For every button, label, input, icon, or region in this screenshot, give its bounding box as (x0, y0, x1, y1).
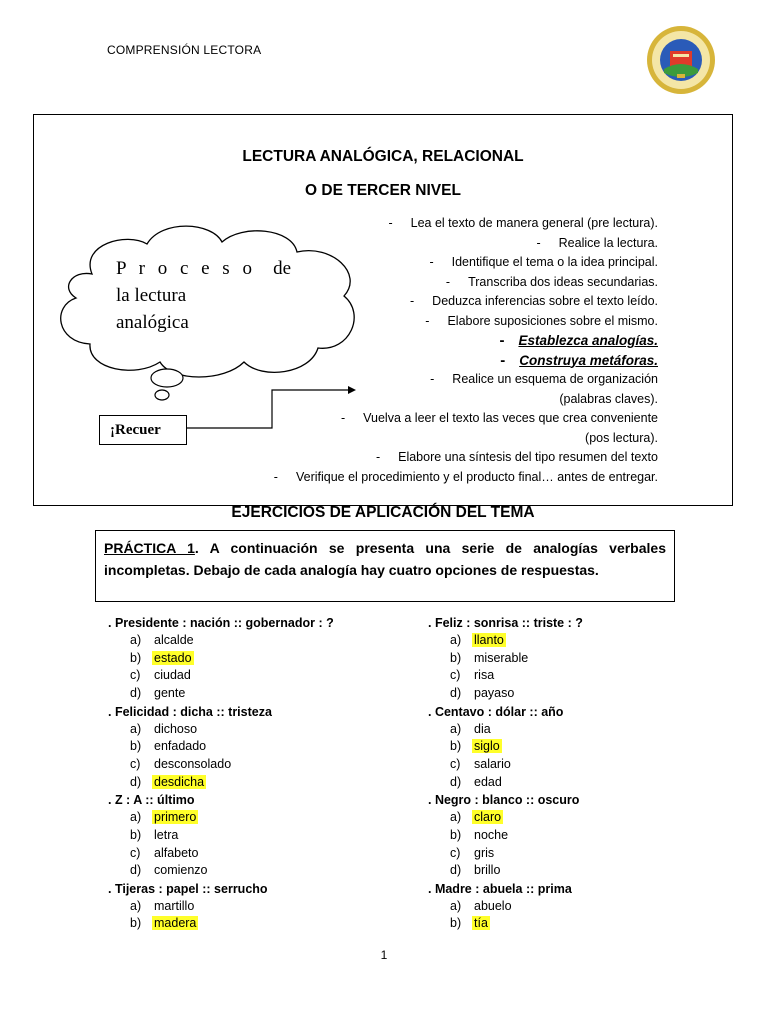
page-number: 1 (380, 948, 388, 962)
option-text: desconsolado (154, 756, 232, 771)
option-letter: b) (450, 650, 462, 665)
option-letter: d) (450, 685, 462, 700)
answer-option (108, 650, 408, 668)
answer-option (108, 845, 408, 863)
answer-option (428, 862, 728, 880)
bullet-dash: - (536, 235, 541, 250)
option-text: gente (154, 685, 186, 700)
step-text: Verifique el procedimiento y el producto final… antes de entregar. (295, 469, 658, 484)
option-text: dichoso (154, 721, 198, 736)
step-text: Lea el texto de manera general (pre lectura). (410, 216, 658, 230)
answer-option (428, 667, 728, 685)
step-text: Construya metáforas. (519, 352, 658, 368)
step-item (238, 331, 658, 351)
cloud-line2: la lectura (116, 285, 187, 306)
option-letter: a) (130, 721, 142, 736)
option-letter: c) (450, 668, 461, 683)
answer-option (428, 685, 728, 703)
option-letter: b) (130, 650, 142, 665)
answer-option (428, 915, 728, 933)
option-letter: b) (450, 827, 462, 842)
step-item (238, 409, 658, 429)
steps-list (238, 214, 658, 487)
bullet-dash: - (499, 332, 505, 349)
option-text: martillo (154, 898, 195, 913)
exercises-title: EJERCICIOS DE APLICACIÓN DEL TEMA (231, 504, 535, 521)
analogy-question: . Madre : abuela :: prima (428, 881, 572, 896)
option-letter: d) (130, 863, 142, 878)
step-item (238, 390, 658, 410)
answer-option (108, 898, 408, 916)
analogy-question: . Centavo : dólar :: año (428, 704, 564, 719)
option-letter: a) (450, 898, 462, 913)
highlighted-answer: tía (474, 916, 488, 931)
option-text: comienzo (154, 863, 208, 878)
bullet-dash: - (340, 411, 346, 425)
answer-option (108, 827, 408, 845)
option-letter: b) (130, 827, 142, 842)
answer-option (428, 738, 728, 756)
answer-option (108, 738, 408, 756)
step-text: Deduzca inferencias sobre el texto leído. (432, 294, 658, 308)
bullet-dash: - (500, 351, 506, 369)
option-letter: c) (130, 845, 141, 860)
step-item (238, 253, 658, 273)
answer-option (428, 809, 728, 827)
step-item (238, 273, 658, 293)
option-text: alcalde (154, 633, 194, 648)
answer-option (428, 721, 728, 739)
cloud-line1-a: P r o c e s o (116, 258, 256, 279)
document-header: COMPRENSIÓN LECTORA (107, 43, 262, 57)
step-item (238, 468, 658, 488)
option-letter: d) (450, 863, 462, 878)
option-letter: b) (130, 916, 142, 931)
analogy-question: . Feliz : sonrisa :: triste : ? (428, 616, 583, 630)
answer-option (428, 898, 728, 916)
analogy-question: . Presidente : nación :: gobernador : ? (108, 616, 334, 630)
option-letter: d) (450, 774, 462, 789)
answer-option (108, 756, 408, 774)
practice-text: . A continuación se presenta una serie de analogías verbales incompletas. Debajo de cada analogía hay cuatro opciones de respuestas. (104, 540, 666, 578)
left-analogy-column (108, 614, 408, 933)
practice-instructions (95, 530, 675, 602)
option-text: letra (154, 827, 179, 842)
option-text: dia (474, 721, 491, 736)
bullet-dash: - (273, 469, 278, 484)
option-letter: b) (450, 916, 462, 931)
step-item (238, 292, 658, 312)
answer-option (428, 650, 728, 668)
option-letter: a) (130, 810, 142, 825)
cloud-line1-b: de (273, 258, 291, 279)
cloud-line3: analógica (116, 312, 189, 333)
highlighted-answer: madera (154, 916, 197, 931)
answer-option (108, 862, 408, 880)
step-text: Realice la lectura. (558, 235, 658, 250)
option-letter: a) (450, 633, 462, 648)
analogy-question: . Z : A :: último (108, 793, 195, 808)
answer-option (108, 809, 408, 827)
section-title-line2: O DE TERCER NIVEL (305, 182, 461, 199)
step-item (238, 429, 658, 449)
highlighted-answer: primero (154, 810, 197, 825)
step-text: Transcriba dos ideas secundarias. (468, 274, 658, 289)
analogy-question: . Tijeras : papel :: serrucho (108, 881, 268, 896)
option-text: brillo (474, 863, 501, 878)
step-item (238, 448, 658, 468)
university-seal-logo (646, 25, 716, 95)
bullet-dash: - (388, 216, 393, 230)
highlighted-answer: llanto (474, 633, 504, 648)
step-text: Identifique el tema o la idea principal. (451, 255, 658, 269)
option-letter: d) (130, 685, 142, 700)
step-item (238, 370, 658, 390)
option-letter: a) (450, 810, 462, 825)
step-text: Realice un esquema de organización (452, 372, 658, 386)
highlighted-answer: estado (154, 650, 192, 665)
bullet-dash: - (410, 294, 415, 308)
answer-option (428, 632, 728, 650)
step-text: (pos lectura). (585, 430, 658, 445)
highlighted-answer: siglo (474, 739, 500, 754)
answer-option (108, 667, 408, 685)
highlighted-answer: desdicha (154, 774, 205, 789)
practice-label: PRÁCTICA 1 (104, 540, 195, 556)
step-text: Elabore suposiciones sobre el mismo. (447, 313, 658, 328)
answer-option (108, 632, 408, 650)
step-item (238, 214, 658, 234)
option-letter: b) (130, 739, 142, 754)
bullet-dash: - (375, 450, 381, 464)
bullet-dash: - (429, 255, 434, 269)
option-text: salario (474, 756, 511, 771)
option-letter: a) (130, 898, 142, 913)
answer-option (428, 756, 728, 774)
option-text: noche (474, 827, 509, 842)
option-letter: a) (450, 721, 462, 736)
option-text: alfabeto (154, 845, 199, 860)
step-text: Vuelva a leer el texto las veces que crea conveniente (363, 411, 658, 425)
answer-option (428, 845, 728, 863)
option-text: gris (474, 845, 495, 860)
answer-option (108, 685, 408, 703)
option-letter: c) (130, 756, 141, 771)
option-letter: b) (450, 739, 462, 754)
bullet-dash: - (430, 372, 435, 386)
option-text: edad (474, 774, 502, 789)
answer-option (108, 915, 408, 933)
option-text: ciudad (154, 668, 191, 683)
option-letter: c) (130, 668, 141, 683)
option-text: enfadado (154, 739, 207, 754)
answer-option (428, 827, 728, 845)
option-text: risa (474, 668, 495, 683)
bullet-dash: - (425, 313, 430, 328)
option-letter: c) (450, 845, 461, 860)
analogy-question: . Felicidad : dicha :: tristeza (108, 704, 272, 719)
option-text: abuelo (474, 898, 512, 913)
right-analogy-column (428, 614, 728, 933)
step-item (238, 351, 658, 371)
option-letter: d) (130, 774, 142, 789)
step-item (238, 234, 658, 254)
bullet-dash: - (445, 274, 451, 289)
answer-option (108, 721, 408, 739)
option-letter: a) (130, 633, 142, 648)
remember-box: ¡Recuer (99, 415, 187, 445)
step-text: (palabras claves). (559, 391, 658, 406)
answer-option (108, 774, 408, 792)
option-text: payaso (474, 685, 515, 700)
step-text: Establezca analogías. (518, 333, 658, 348)
section-title-line1: LECTURA ANALÓGICA, RELACIONAL (242, 148, 524, 165)
option-text: miserable (474, 650, 529, 665)
step-item (238, 312, 658, 332)
analogy-question: . Negro : blanco :: oscuro (428, 793, 580, 808)
highlighted-answer: claro (474, 810, 502, 825)
answer-option (428, 774, 728, 792)
option-letter: c) (450, 756, 461, 771)
step-text: Elabore una síntesis del tipo resumen del texto (398, 450, 658, 464)
